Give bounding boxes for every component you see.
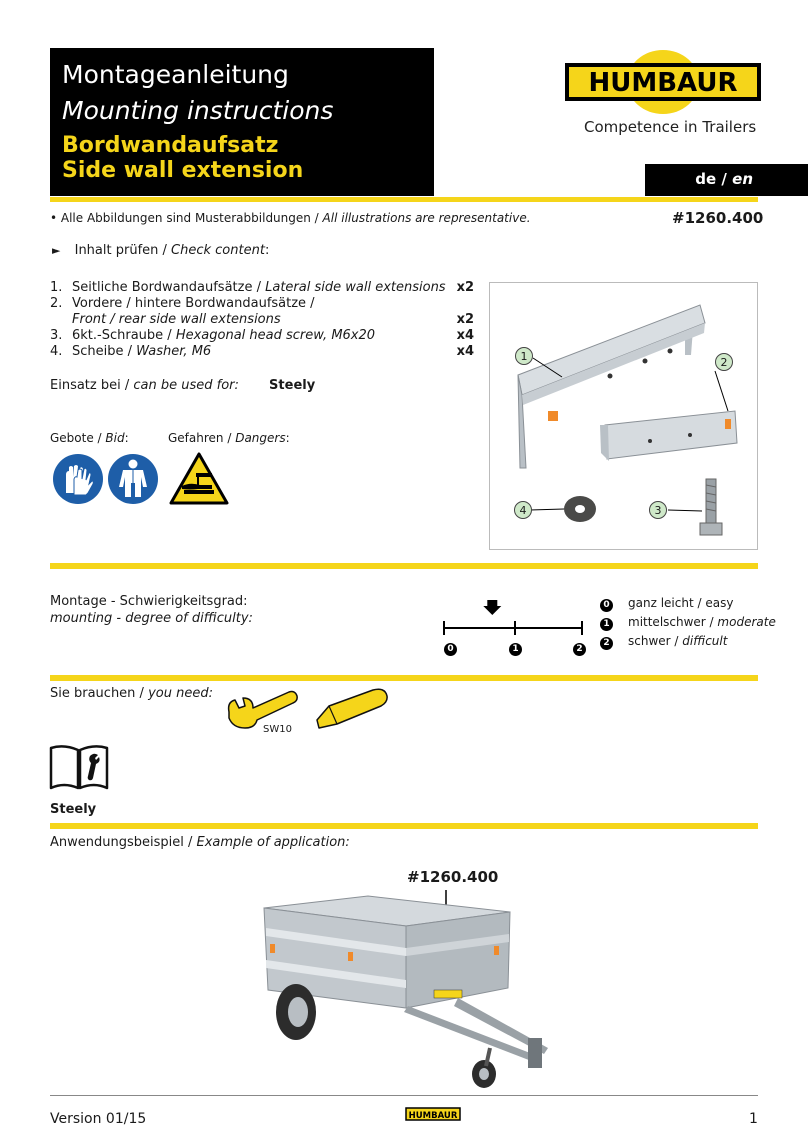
callout-4: 4 [514,501,532,519]
article-number: #1260.400 [672,209,764,227]
footer-logo [405,1105,461,1123]
part-qty: x4 [456,344,474,359]
product-de: Bordwandaufsatz [62,133,279,158]
difficulty-legend [600,596,776,653]
illustration-notice [50,211,531,225]
check-colon: : [264,243,270,258]
hand-crush-warning-icon [168,451,230,506]
notice-en: All illustrations are representative. [322,211,531,225]
part-number: 1. [50,280,63,295]
section-divider [50,675,758,681]
application-article-number: #1260.400 [407,868,499,886]
callout-2: 2 [715,353,733,371]
title-en: Mounting instructions [62,96,334,125]
part-en: Hexagonal head screw, M6x20 [175,328,376,343]
manual-book-icon [48,742,110,794]
difficulty-arrow-icon [483,600,501,615]
arrow-icon: ► [52,244,61,257]
list-item [50,296,480,312]
application-de: Anwendungsbeispiel / [50,835,197,850]
part-qty: x4 [456,328,474,343]
trailer-photo [258,888,558,1093]
danger-label [168,431,290,445]
list-item [50,344,480,360]
legend-mark: 0 [600,599,613,612]
notice-de: • Alle Abbildungen sind Musterabbildungen / [50,211,323,225]
scale-mark-1 [509,636,522,656]
usage-line [50,378,315,393]
bid-de: Gebote / [50,431,106,445]
title-de: Montageanleitung [62,60,289,89]
check-de: Inhalt prüfen / [74,243,172,258]
legend-item [600,596,776,615]
callout-3: 3 [649,501,667,519]
check-content [52,243,269,258]
bid-colon: : [124,431,129,445]
part-de: Vordere / hintere Bordwandaufsätze / [72,296,315,311]
part-de: Seitliche Bordwandaufsätze / [72,280,266,295]
section-divider [50,563,758,569]
usage-model: Steely [269,378,316,393]
footer-divider [50,1095,758,1096]
scale-mark-label: 2 [573,643,586,656]
bid-label [50,431,129,445]
legend-en: moderate [717,615,776,629]
part-en: Front / rear side wall extensions [72,312,281,327]
application-title [50,835,350,850]
legend-item [600,615,776,634]
page-number: 1 [749,1111,758,1127]
scale-mark-label: 1 [509,643,522,656]
legend-en: easy [705,596,734,610]
manual-label: Steely [50,802,97,817]
header-divider [50,197,758,202]
bid-en: Bid [105,431,125,445]
check-en: Check content [171,243,265,258]
lang-en: en [732,170,753,188]
part-de: Scheibe / [72,344,137,359]
tools-en: you need: [148,686,213,701]
part-number: 4. [50,344,63,359]
lang-separator: / [716,170,733,188]
legend-de: schwer / [628,634,683,648]
chisel-icon [313,688,393,734]
scale-mark-0 [444,636,457,656]
title-block [50,48,434,196]
gloves-icon [52,453,104,505]
version-label: Version 01/15 [50,1111,147,1127]
part-de: 6kt.-Schraube / [72,328,176,343]
usage-de: Einsatz bei / [50,378,134,393]
logo-text: HUMBAUR [588,68,738,98]
footer-logo-text: HUMBAUR [408,1111,458,1121]
callout-1: 1 [515,347,533,365]
parts-photo [489,282,758,550]
list-item [50,328,480,344]
application-en: Example of application: [196,835,350,850]
legend-en: difficult [682,634,728,648]
legend-item [600,634,776,653]
tools-title [50,686,213,701]
legend-mark: 2 [600,637,613,650]
humbaur-logo [565,48,761,120]
scale-mark-label: 0 [444,643,457,656]
part-qty: x2 [456,312,474,327]
part-qty: x2 [456,280,474,295]
difficulty-title-de: Montage - Schwierigkeitsgrad: [50,594,248,609]
wrench-label: SW10 [263,724,292,735]
legend-de: mittelschwer / [628,615,718,629]
part-en: Lateral side wall extensions [265,280,446,295]
section-divider [50,823,758,829]
lang-de: de [695,170,717,188]
scale-mark-2 [573,636,586,656]
part-number: 3. [50,328,63,343]
list-item [50,312,480,328]
usage-en: can be used for: [133,378,239,393]
danger-de: Gefahren / [168,431,236,445]
danger-en: Dangers [235,431,286,445]
legend-mark: 1 [600,618,613,631]
protective-clothing-icon [107,453,159,505]
parts-list [50,280,480,360]
part-en: Washer, M6 [136,344,212,359]
part-number: 2. [50,296,63,311]
list-item [50,280,480,296]
legend-de: ganz leicht / [628,596,706,610]
language-indicator [645,164,808,196]
danger-colon: : [285,431,290,445]
difficulty-title-en: mounting - degree of difficulty: [50,611,253,626]
tagline: Competence in Trailers [584,118,757,136]
product-en: Side wall extension [62,158,304,183]
tools-de: Sie brauchen / [50,686,149,701]
